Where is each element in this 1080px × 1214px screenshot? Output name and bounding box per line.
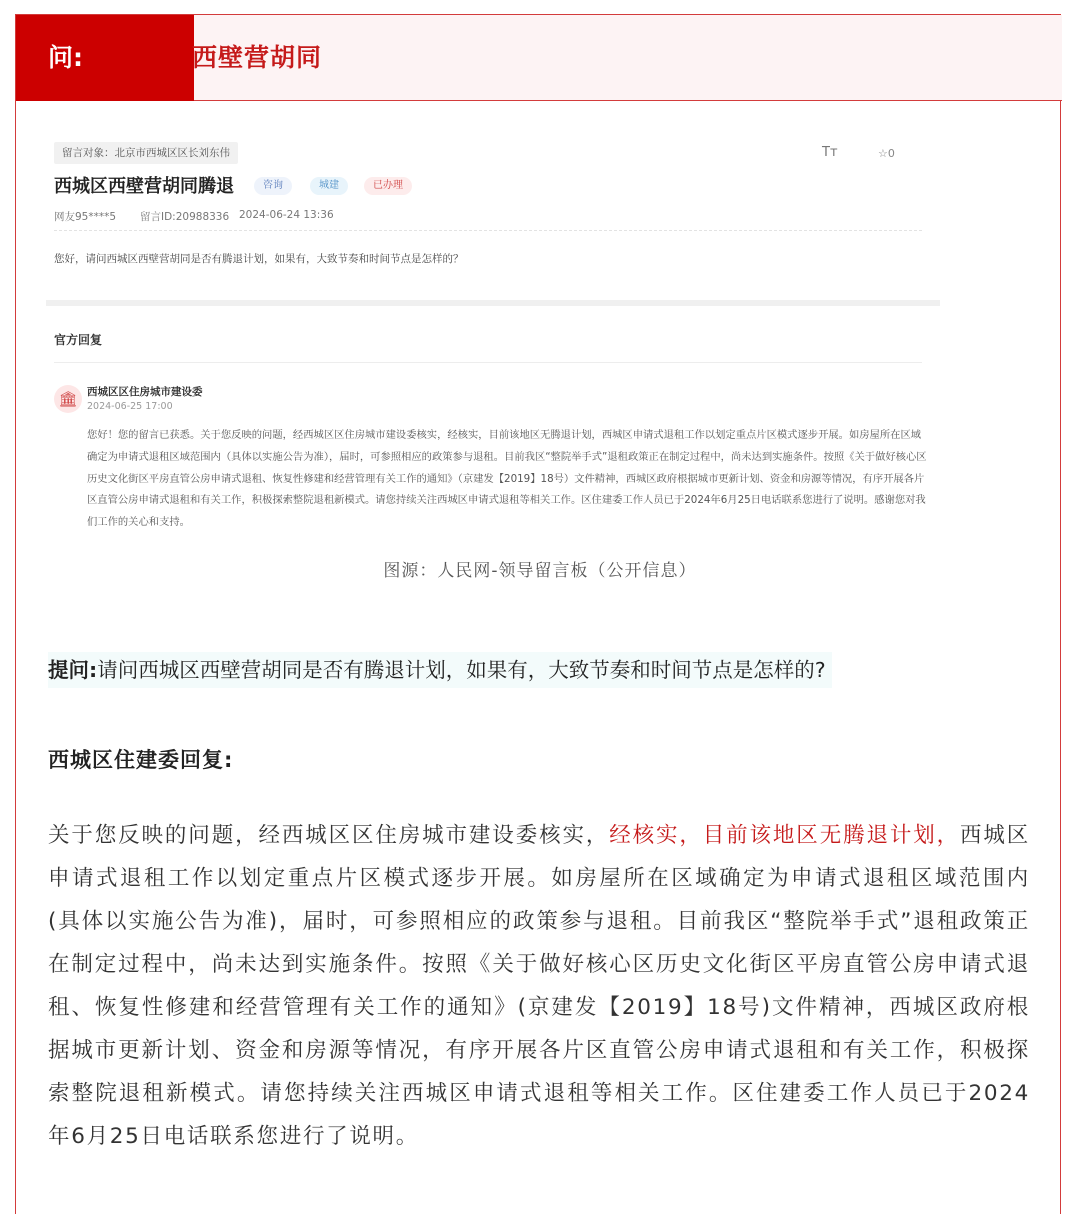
- ask-label: 提问:: [48, 658, 98, 682]
- divider: [54, 230, 922, 231]
- reply-part-2: 西城区申请式退租工作以划定重点片区模式逐步开展。如房屋所在区域确定为申请式退租区域范围内(具体以实施公告为准)，届时，可参照相应的政策参与退租。目前我区“整院举手式”退租政策正在制定过程中，尚未达到实施条件。按照《关于做好核心区历史文化街区平房直管公房申请式退租、恢复性修建和经营管理有关工作的通知》(京建发【2019】18号)文件精神，西城区政府根据城市更新计划、资金和房源等情况，有序开展各片区直管公房申请式退租和有关工作，积极探索整院退租新模式。请您持续关注西城区申请式退租等相关工作。区住建委工作人员已于2024年6月25日电话联系您进行了说明。: [48, 823, 1030, 1149]
- message-id: 留言ID:20988336: [140, 211, 230, 223]
- message-title: 西城区西壁营胡同腾退: [54, 176, 234, 197]
- message-target-tag: 留言对象：北京市西城区区长刘东伟: [54, 142, 238, 164]
- image-caption: 图源：人民网-领导留言板（公开信息）: [383, 561, 697, 581]
- reply-date: 2024-06-25 17:00: [87, 401, 173, 412]
- question-summary: [48, 652, 832, 688]
- message-board-screenshot: [40, 120, 950, 540]
- reply-part-1: 关于您反映的问题，经西城区区住房城市建设委核实，: [48, 823, 610, 848]
- message-datetime: 2024-06-24 13:36: [239, 209, 334, 221]
- font-size-icon[interactable]: Tт: [822, 145, 838, 160]
- question-label: 问:: [16, 15, 194, 101]
- star-icon[interactable]: ☆0: [878, 147, 895, 160]
- ask-text: 请问西城区西壁营胡同是否有腾退计划，如果有，大致节奏和时间节点是怎样的?: [97, 658, 826, 682]
- author: 网友95****5: [54, 211, 117, 223]
- section-separator: [46, 300, 940, 306]
- badge-construction: 城建: [310, 177, 348, 195]
- reply-department: 西城区区住房城市建设委: [87, 386, 203, 398]
- message-question: 您好，请问西城区西壁营胡同是否有腾退计划，如果有，大致节奏和时间节点是怎样的？: [54, 253, 464, 265]
- question-title: 西壁营胡同: [192, 43, 323, 72]
- reply-body: [48, 814, 1030, 1158]
- official-reply-label: 官方回复: [54, 333, 103, 347]
- reply-highlight: 经核实，目前该地区无腾退计划，: [609, 823, 961, 848]
- divider: [54, 362, 922, 363]
- reply-heading: 西城区住建委回复:: [48, 748, 234, 772]
- government-building-icon: 🏛: [54, 385, 82, 413]
- badge-consult: 咨询: [254, 177, 292, 195]
- badge-status: 已办理: [364, 177, 412, 195]
- reply-text: 您好！您的留言已获悉。关于您反映的问题，经西城区区住房城市建设委核实，经核实，目前该地区无腾退计划，西城区申请式退租工作以划定重点片区模式逐步开展。如房屋所在区域确定为申请式退租区域范围内（具体以实施公告为准），届时，可参照相应的政策参与退租。目前我区“整院举手式”退租政策正在制定过程中，尚未达到实施条件。按照《关于做好核心区历史文化街区平房直管公房申请式退租、恢复性修建和经营管理有关工作的通知》（京建发【2019】18号）文件精神，西城区政府根据城市更新计划、资金和房源等情况，有序开展各片区直管公房申请式退租和有关工作，积极探索整院退租新模式。请您持续关注西城区申请式退租等相关工作。区住建委工作人员已于2024年6月25日电话联系您进行了说明。感谢您对我们工作的关心和支持。: [87, 429, 927, 529]
- question-header: [16, 15, 1062, 101]
